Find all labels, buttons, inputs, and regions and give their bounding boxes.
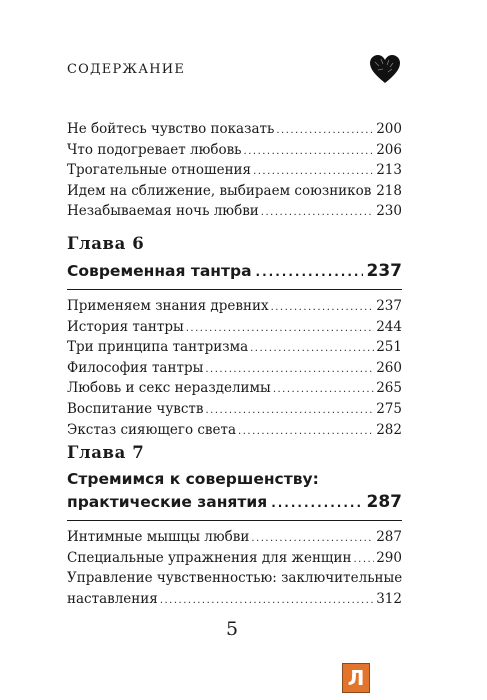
chapter-divider — [67, 289, 402, 290]
toc-entry[interactable]: Идем на сближение, выбираем союзников ..... 218 — [67, 181, 402, 202]
toc-entry[interactable]: Экстаз сияющего света ..... 282 — [67, 420, 402, 441]
toc-entry[interactable]: Незабываемая ночь любви ..... 230 — [67, 201, 402, 222]
toc-entry-wrapped[interactable] — [67, 568, 402, 609]
toc-entry[interactable]: Что подогревает любовь ..... 206 — [67, 140, 402, 161]
chapter-title-row[interactable] — [67, 259, 402, 284]
toc-entry[interactable]: Применяем знания древних ..... 237 — [67, 296, 402, 317]
toc-entry[interactable]: Три принципа тантризма ..... 251 — [67, 337, 402, 358]
toc-entry-line: наставления ..... 312 — [67, 589, 402, 610]
chapter-label: Глава 6 — [67, 234, 145, 253]
toc-entry[interactable]: История тантры ..... 244 — [67, 317, 402, 338]
chapter-title: Современная тантра — [67, 262, 252, 280]
chapter-label: Глава 7 — [67, 443, 145, 462]
chapter-6 — [67, 233, 402, 440]
publisher-logo: Л — [342, 663, 370, 693]
chapter-title-line: Стремимся к совершенству: — [67, 470, 319, 488]
toc-entry[interactable]: Любовь и секс неразделимы ..... 265 — [67, 378, 402, 399]
page-number: 5 — [226, 618, 239, 640]
chapter-page: 237 — [366, 261, 402, 281]
heart-icon — [369, 54, 401, 84]
chapter-title-row[interactable] — [67, 490, 402, 515]
toc-entry[interactable]: Специальные упражнения для женщин ..... 290 — [67, 548, 402, 569]
toc-entry[interactable]: Интимные мышцы любви ..... 287 — [67, 527, 402, 548]
chapter-divider — [67, 520, 402, 521]
section-header: СОДЕРЖАНИЕ — [67, 62, 186, 77]
toc-entry[interactable]: Не бойтесь чувство показать ..... 200 — [67, 119, 402, 140]
toc-entry[interactable]: Трогательные отношения ..... 213 — [67, 160, 402, 181]
chapter-page: 287 — [366, 492, 402, 512]
chapter-7 — [67, 442, 402, 609]
chapter-title: практические занятия — [67, 493, 268, 511]
toc-entry-line: Управление чувственностью: заключительные — [67, 570, 403, 587]
toc-entry[interactable]: Философия тантры ..... 260 — [67, 358, 402, 379]
toc-intro-list — [67, 119, 402, 222]
toc-entry[interactable]: Воспитание чувств ..... 275 — [67, 399, 402, 420]
